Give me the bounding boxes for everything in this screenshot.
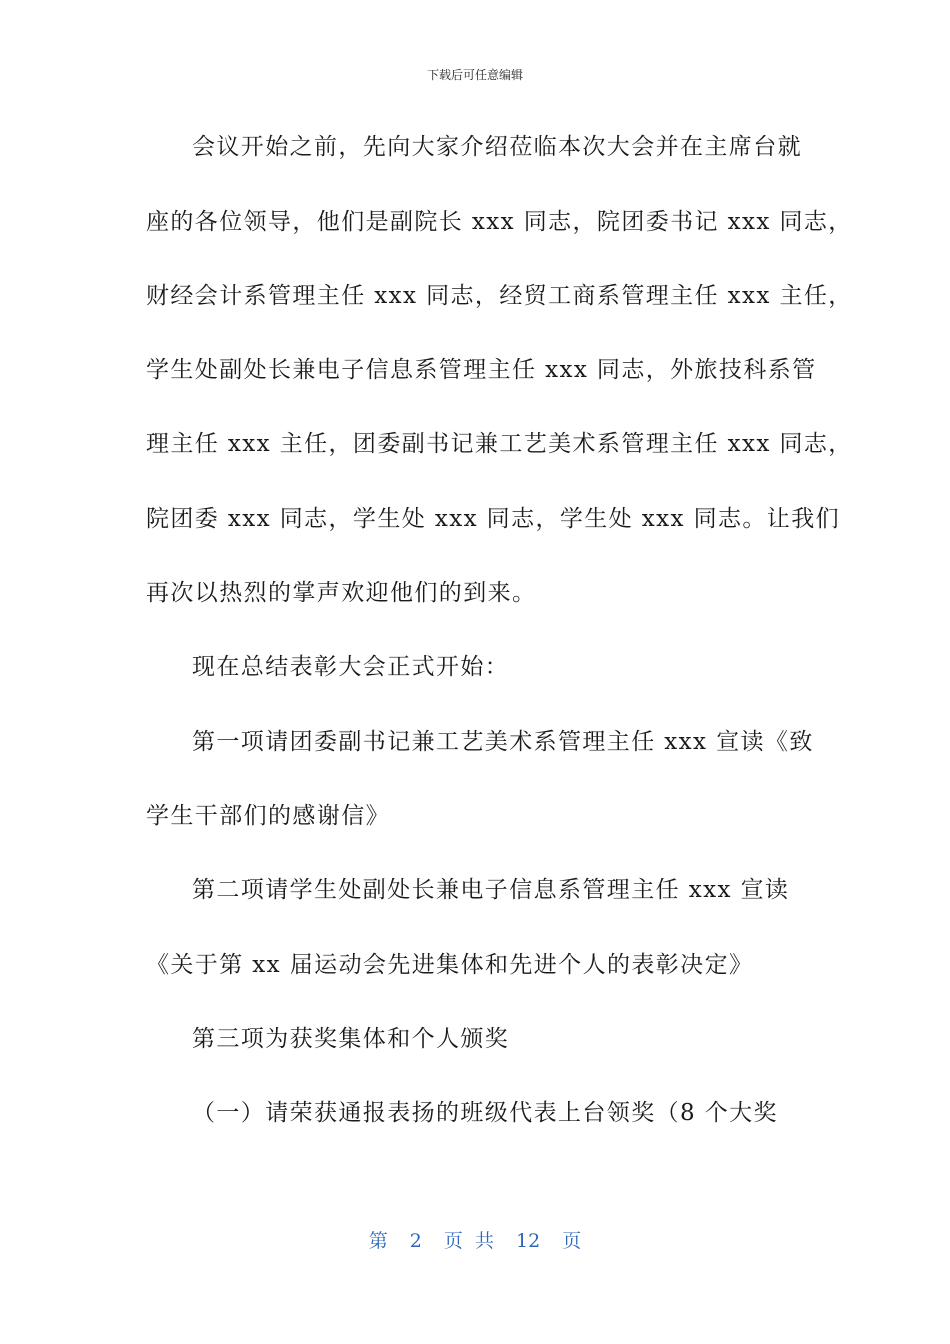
body-line: 理主任 xxx 主任，团委副书记兼工艺美术系管理主任 xxx 同志， (146, 431, 853, 457)
body-line: 学生处副处长兼电子信息系管理主任 xxx 同志，外旅技科系管 (146, 357, 817, 383)
body-line: 会议开始之前，先向大家介绍莅临本次大会并在主席台就 (192, 134, 802, 160)
body-line: 《关于第 xx 届运动会先进集体和先进个人的表彰决定》 (146, 952, 754, 978)
body-line: 现在总结表彰大会正式开始： (192, 654, 510, 680)
body-line: 再次以热烈的掌声欢迎他们的到来。 (146, 580, 537, 606)
body-line: 座的各位领导，他们是副院长 xxx 同志，院团委书记 xxx 同志， (146, 209, 853, 235)
body-line: 第二项请学生处副处长兼电子信息系管理主任 xxx 宣读 (192, 877, 790, 903)
page-number: 2 (409, 1230, 422, 1252)
footer-middle: 页 共 (443, 1230, 494, 1252)
body-line: 院团委 xxx 同志，学生处 xxx 同志，学生处 xxx 同志。让我们 (146, 506, 841, 532)
body-line: 第一项请团委副书记兼工艺美术系管理主任 xxx 宣读《致 (192, 729, 814, 755)
body-line: （一）请荣获通报表扬的班级代表上台领奖（8 个大奖 (192, 1100, 778, 1126)
footer-prefix: 第 (368, 1230, 388, 1252)
page-footer (0, 1226, 950, 1253)
header-note: 下载后可任意编辑 (426, 68, 523, 82)
body-line: 学生干部们的感谢信》 (146, 803, 390, 829)
body-line: 财经会计系管理主任 xxx 同志，经贸工商系管理主任 xxx 主任， (146, 283, 853, 309)
page-total: 12 (516, 1230, 541, 1252)
footer-suffix: 页 (562, 1230, 582, 1252)
body-line: 第三项为获奖集体和个人颁奖 (192, 1026, 510, 1052)
